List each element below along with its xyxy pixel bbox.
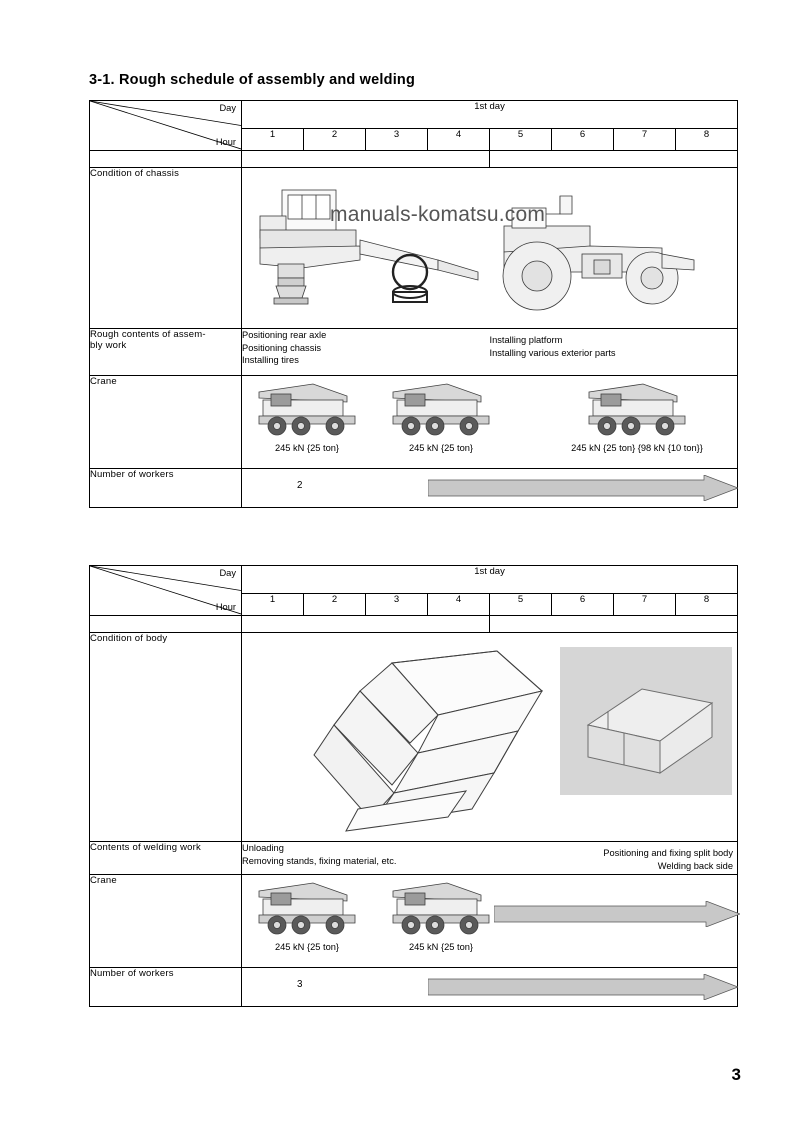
rough-contents-left-3: Installing tires — [242, 355, 299, 365]
row-label-condition-of-body: Condition of body — [90, 633, 242, 842]
row-rough-contents — [90, 329, 738, 376]
rough-contents-cell — [242, 329, 738, 376]
hour2-cell-5: 5 — [490, 594, 552, 616]
crane2-item-1 — [248, 879, 366, 952]
chassis-illustration — [242, 168, 737, 328]
mobile-crane-icon — [251, 380, 363, 438]
body-illustration — [242, 633, 737, 841]
welding-contents-left-1: Unloading — [242, 843, 284, 853]
assembly-schedule-table — [89, 100, 738, 508]
welding-contents-left-2: Removing stands, fixing material, etc. — [242, 855, 397, 866]
row-label-crane-welding: Crane — [90, 875, 242, 968]
row-label-line1: Rough contents of assem- — [90, 329, 206, 340]
workers-arrow-group-1 — [242, 469, 737, 507]
crane2-item-2 — [382, 879, 500, 952]
day-value-2: 1st day — [242, 566, 738, 594]
crane2-capacity-1: 245 kN {25 ton} — [274, 942, 340, 952]
row-label-welding-contents: Contents of welding work — [90, 842, 242, 875]
hour-cell-8: 8 — [676, 129, 738, 151]
hour2-cell-1: 1 — [242, 594, 304, 616]
row-condition-of-body — [90, 633, 738, 842]
row-welding-contents — [90, 842, 738, 875]
rough-contents-left-2: Positioning chassis — [242, 342, 322, 353]
welding-contents-right-2: Welding back side — [657, 860, 734, 871]
crane-capacity-2: 245 kN {25 ton} — [408, 443, 474, 453]
welding-contents-cell — [242, 842, 738, 875]
hour-cell-7: 7 — [614, 129, 676, 151]
rough-contents-left-1: Positioning rear axle — [242, 330, 327, 340]
crane-capacity-3: 245 kN {25 ton} {98 kN {10 ton}} — [571, 443, 703, 453]
table-header-row — [90, 101, 738, 129]
mobile-crane-icon — [581, 380, 693, 438]
crane-capacity-1: 245 kN {25 ton} — [274, 443, 340, 453]
hour-label-2: Hour — [215, 602, 236, 612]
row-crane-welding — [90, 875, 738, 968]
spacer-mid-right — [490, 151, 738, 168]
crane-assembly-cell — [242, 376, 738, 469]
spacer-left — [90, 151, 242, 168]
watermark-text: manuals-komatsu.com — [330, 203, 546, 226]
row-label-number-of-workers-1: Number of workers — [90, 469, 242, 508]
row-number-of-workers-2 — [90, 968, 738, 1007]
row-label-number-of-workers-2: Number of workers — [90, 968, 242, 1007]
mobile-crane-icon — [385, 380, 497, 438]
workers-count-2: 3 — [297, 979, 303, 990]
hour-cell-6: 6 — [552, 129, 614, 151]
crane-image-group-2 — [242, 875, 737, 967]
duration-arrow-icon — [428, 974, 738, 1000]
hour-cell-4: 4 — [428, 129, 490, 151]
hour-cell-3: 3 — [366, 129, 428, 151]
welding-contents-right-1: Positioning and fixing split body — [603, 848, 734, 858]
condition-of-chassis-illustration-cell — [242, 168, 738, 329]
welding-contents-right-group — [603, 847, 733, 872]
crane-item-3 — [542, 380, 732, 453]
spacer-row-2 — [90, 616, 738, 633]
spacer-row — [90, 151, 738, 168]
crane2-capacity-2: 245 kN {25 ton} — [408, 942, 474, 952]
page-number: 3 — [731, 1065, 741, 1084]
hour2-cell-4: 4 — [428, 594, 490, 616]
rough-contents-right-group — [490, 334, 616, 359]
hour2-cell-2: 2 — [304, 594, 366, 616]
rough-contents-right-1: Installing platform — [489, 335, 563, 345]
condition-of-body-illustration-cell — [242, 633, 738, 842]
workers-count-1: 2 — [297, 480, 303, 491]
row-label-line2: bly work — [90, 340, 127, 351]
row-label-rough-contents — [90, 329, 242, 376]
mobile-crane-icon — [251, 879, 363, 937]
workers-arrow-group-2 — [242, 968, 737, 1006]
crane-welding-cell — [242, 875, 738, 968]
hour2-cell-3: 3 — [366, 594, 428, 616]
corner-day-hour-cell-2 — [90, 566, 242, 616]
spacer-mid-right-2 — [490, 616, 738, 633]
row-number-of-workers-1 — [90, 469, 738, 508]
page-title: 3-1. Rough schedule of assembly and welding — [89, 72, 416, 88]
row-condition-of-chassis — [90, 168, 738, 329]
hour-cell-2: 2 — [304, 129, 366, 151]
table2-header-row — [90, 566, 738, 594]
day-value: 1st day — [242, 101, 738, 129]
number-of-workers-cell-2 — [242, 968, 738, 1007]
spacer-mid-left — [242, 151, 490, 168]
number-of-workers-cell-1 — [242, 469, 738, 508]
hour-cell-1: 1 — [242, 129, 304, 151]
duration-arrow-icon — [494, 901, 740, 927]
crane-image-group — [242, 376, 737, 468]
hour-cell-5: 5 — [490, 129, 552, 151]
hour2-cell-6: 6 — [552, 594, 614, 616]
row-label-condition-of-chassis: Condition of chassis — [90, 168, 242, 329]
crane-item-1 — [248, 380, 366, 453]
duration-arrow-icon — [428, 475, 738, 501]
row-label-crane-assembly: Crane — [90, 376, 242, 469]
hour2-cell-7: 7 — [614, 594, 676, 616]
rough-contents-right-2: Installing various exterior parts — [489, 347, 616, 358]
day-label-2: Day — [219, 568, 236, 578]
hour2-cell-8: 8 — [676, 594, 738, 616]
spacer-left-2 — [90, 616, 242, 633]
mobile-crane-icon — [385, 879, 497, 937]
spacer-mid-left-2 — [242, 616, 490, 633]
corner-day-hour-cell — [90, 101, 242, 151]
day-label: Day — [219, 103, 236, 113]
row-crane-assembly — [90, 376, 738, 469]
crane-item-2 — [382, 380, 500, 453]
welding-schedule-table — [89, 565, 738, 1007]
hour-label: Hour — [215, 137, 236, 147]
